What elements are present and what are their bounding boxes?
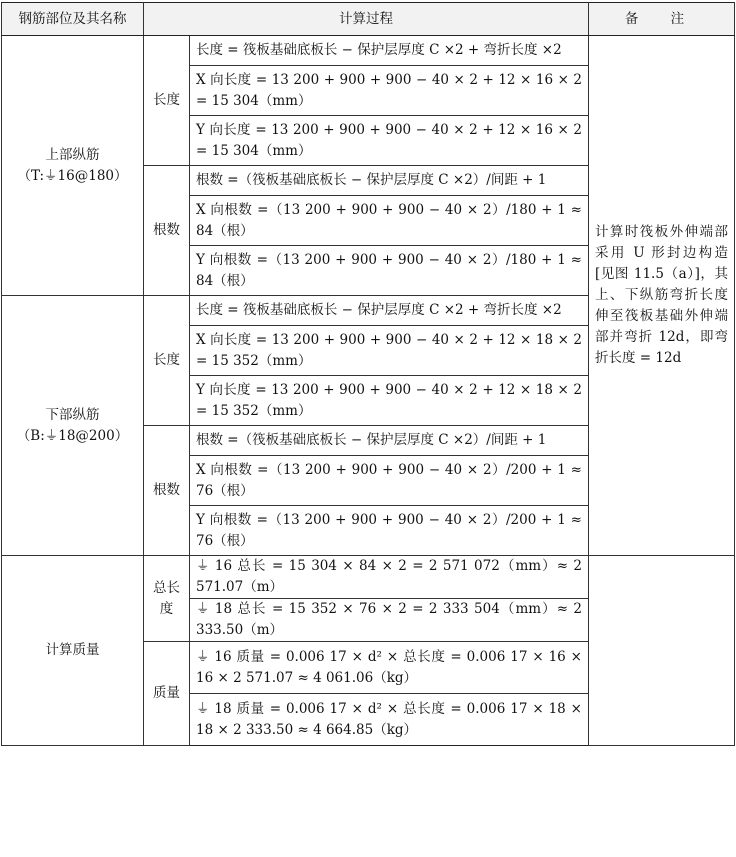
- mass-name: 计算质量: [2, 556, 144, 746]
- note-cell: 计算时筏板外伸端部采用 U 形封边构造[见图 11.5（a）]，其上、下纵筋弯折长度伸至筏板基础外伸端部并弯折 12d，即弯折长度 = 12d: [589, 36, 735, 556]
- top-length-formula: 长度 = 筏板基础底板长 − 保护层厚度 C ×2 + 弯折长度 ×2: [190, 36, 589, 66]
- bottom-rebar-cell: [2, 296, 144, 556]
- rebar-calculation-table: [1, 2, 735, 746]
- top-count-y: Y 向根数 =（13 200 + 900 + 900 − 40 × 2）/180 + 1 ≈ 84（根）: [190, 246, 589, 296]
- top-rebar-name: 上部纵筋: [45, 146, 100, 163]
- bottom-count-label: 根数: [144, 426, 190, 556]
- bottom-length-label: 长度: [144, 296, 190, 426]
- mass-total-18: ⏚ 18 总长 = 15 352 × 76 × 2 = 2 333 504（mm）≈ 2 333.50（m）: [190, 599, 589, 642]
- header-row: [2, 3, 735, 36]
- bottom-length-x: X 向长度 = 13 200 + 900 + 900 − 40 × 2 + 12 × 18 × 2 = 15 352（mm）: [190, 326, 589, 376]
- bottom-rebar-spec: （B:⏚18@200）: [16, 427, 129, 444]
- top-length-y: Y 向长度 = 13 200 + 900 + 900 − 40 × 2 + 12 × 16 × 2 = 15 304（mm）: [190, 116, 589, 166]
- mass-weight-16: ⏚ 16 质量 = 0.006 17 × d² × 总长度 = 0.006 17 × 16 × 16 × 2 571.07 ≈ 4 061.06（kg）: [190, 642, 589, 694]
- mass-total-label: 总长度: [144, 556, 190, 642]
- header-part: 钢筋部位及其名称: [2, 3, 144, 36]
- mass-weight-label: 质量: [144, 642, 190, 746]
- mass-weight-18: ⏚ 18 质量 = 0.006 17 × d² × 总长度 = 0.006 17 × 18 × 18 × 2 333.50 ≈ 4 664.85（kg）: [190, 694, 589, 746]
- top-rebar-cell: [2, 36, 144, 296]
- top-rebar-spec: （T:⏚16@180）: [17, 167, 128, 184]
- bottom-count-y: Y 向根数 =（13 200 + 900 + 900 − 40 × 2）/200 + 1 ≈ 76（根）: [190, 506, 589, 556]
- mass-total-16-row: [2, 556, 735, 599]
- top-count-formula: 根数 =（筏板基础底板长 − 保护层厚度 C ×2）/间距 + 1: [190, 166, 589, 196]
- top-count-x: X 向根数 =（13 200 + 900 + 900 − 40 × 2）/180 + 1 ≈ 84（根）: [190, 196, 589, 246]
- mass-total-16: ⏚ 16 总长 = 15 304 × 84 × 2 = 2 571 072（mm）≈ 2 571.07（m）: [190, 556, 589, 599]
- mass-note-empty: [589, 556, 735, 746]
- header-note: 备 注: [589, 3, 735, 36]
- header-process: 计算过程: [144, 3, 589, 36]
- bottom-length-formula: 长度 = 筏板基础底板长 − 保护层厚度 C ×2 + 弯折长度 ×2: [190, 296, 589, 326]
- rebar-calculation-table-wrapper: [1, 2, 735, 746]
- bottom-count-formula: 根数 =（筏板基础底板长 − 保护层厚度 C ×2）/间距 + 1: [190, 426, 589, 456]
- bottom-length-y: Y 向长度 = 13 200 + 900 + 900 − 40 × 2 + 12 × 18 × 2 = 15 352（mm）: [190, 376, 589, 426]
- top-count-label: 根数: [144, 166, 190, 296]
- bottom-count-x: X 向根数 =（13 200 + 900 + 900 − 40 × 2）/200 + 1 ≈ 76（根）: [190, 456, 589, 506]
- top-length-x: X 向长度 = 13 200 + 900 + 900 − 40 × 2 + 12 × 16 × 2 = 15 304（mm）: [190, 66, 589, 116]
- top-length-label: 长度: [144, 36, 190, 166]
- top-length-formula-row: [2, 36, 735, 66]
- bottom-rebar-name: 下部纵筋: [45, 406, 100, 423]
